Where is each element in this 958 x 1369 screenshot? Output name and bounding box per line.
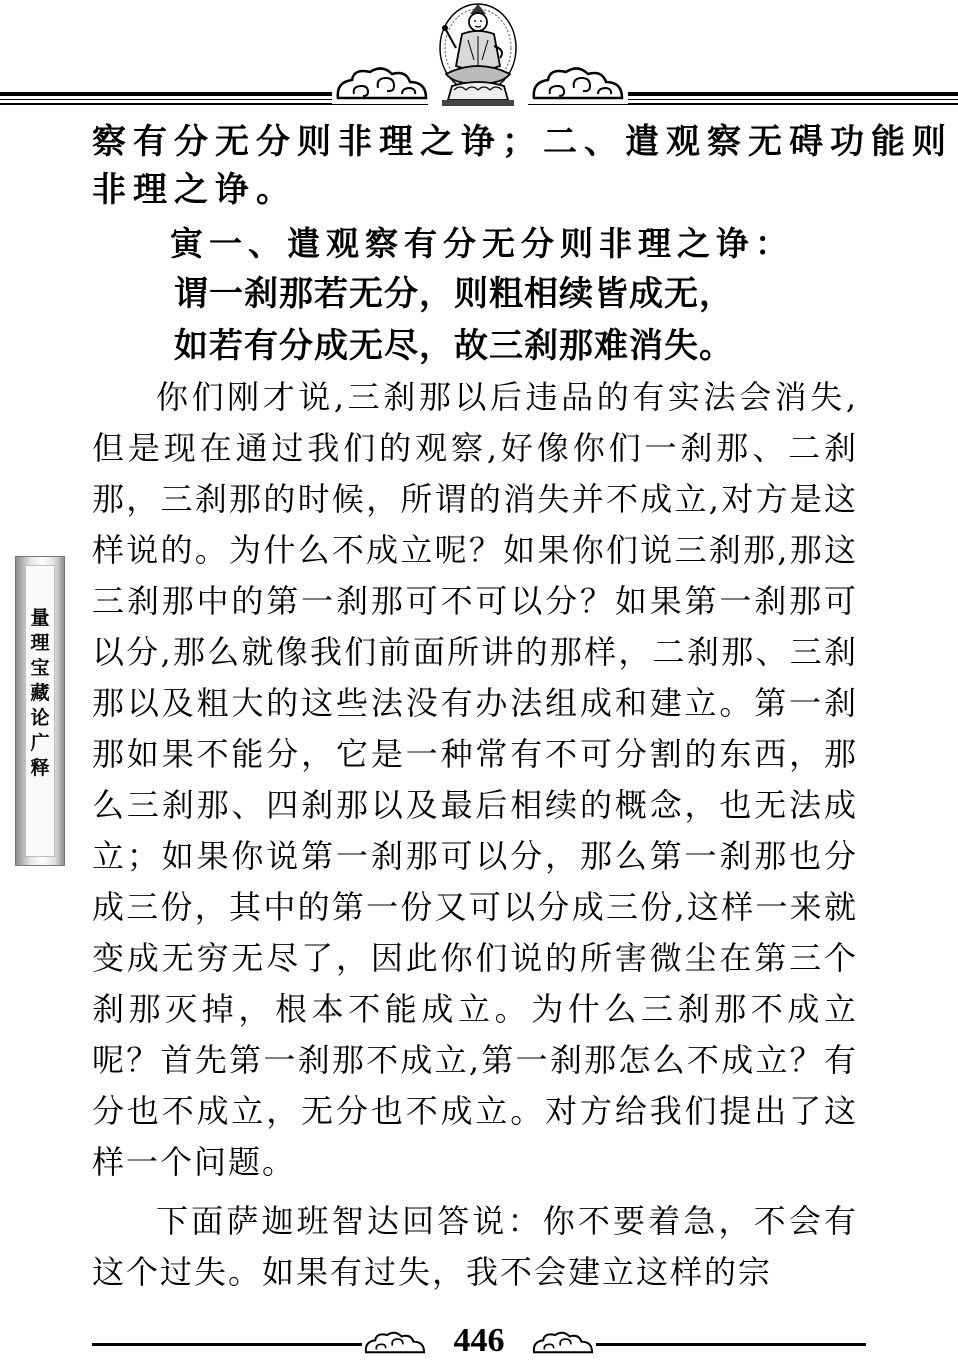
- book-title-tab-inner: [25, 565, 55, 857]
- page-number: 446: [453, 1322, 505, 1359]
- section-heading-line: 察有分无分则非理之诤；二、遣观察无碍功能则: [92, 122, 953, 162]
- book-title-tab: [15, 556, 65, 866]
- main-text: [92, 118, 953, 1298]
- book-title-char: 理: [30, 632, 50, 654]
- verse-line: 谓一刹那若无分，则粗相续皆成无，: [174, 274, 734, 314]
- sub-heading: 寅一、遣观察有分无分则非理之诤：: [170, 224, 794, 263]
- book-title-char: 量: [30, 607, 50, 629]
- book-title-char: 广: [30, 732, 50, 754]
- book-title-char: 藏: [30, 682, 50, 704]
- book-title-char: 释: [30, 757, 50, 779]
- book-title-char: 宝: [30, 657, 50, 679]
- commentary-paragraph: 下面萨迦班智达回答说：你不要着急，不会有这个过失。如果有过失，我不会建立这样的宗: [92, 1202, 858, 1291]
- book-title-vertical: [26, 606, 54, 781]
- deity-illustration: [428, 0, 528, 108]
- section-heading-line: 非理之诤。: [92, 170, 297, 210]
- cloud-ornament-right: [528, 64, 628, 104]
- book-title-char: 论: [30, 707, 50, 729]
- commentary-paragraph: 你们刚才说,三刹那以后违品的有实法会消失,但是现在通过我们的观察,好像你们一刹那、二刹那，三刹那的时候，所谓的消失并不成立,对方是这样说的。为什么不成立呢？如果你们说三刹那,那这三刹那中的第一刹那可不可以分？如果第一刹那可以分,那么就像我们前面所讲的那样，二刹那、三刹那以及粗大的这些法没有办法组成和建立。第一刹那如果不能分，它是一种常有不可分割的东西，那么三刹那、四刹那以及最后相续的概念，也无法成立；如果你说第一刹那可以分，那么第一刹那也分成三份，其中的第一份又可以分成三份,这样一来就变成无穷无尽了，因此你们说的所害微尘在第三个刹那灭掉，根本不能成立。为什么三刹那不成立呢？首先第一刹那不成立,第一刹那怎么不成立？有分也不成立，无分也不成立。对方给我们提出了这样一个问题。: [92, 378, 858, 1181]
- cloud-ornament-left: [332, 64, 432, 104]
- verse-line: 如若有分成无尽，故三刹那难消失。: [174, 326, 734, 366]
